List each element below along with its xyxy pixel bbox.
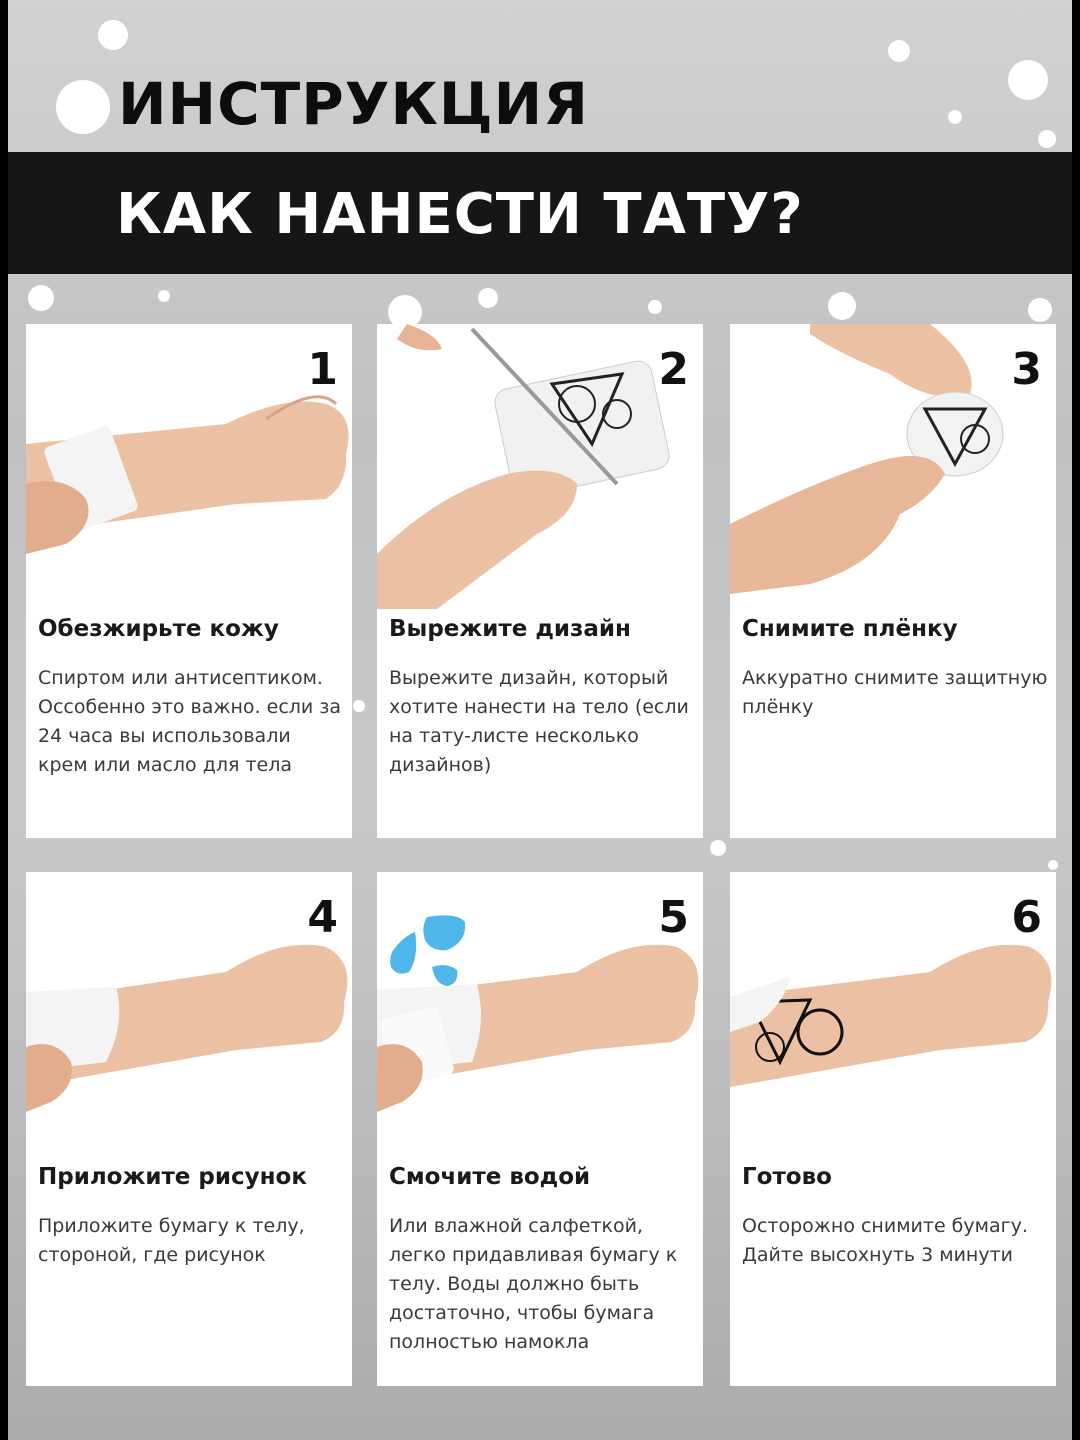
step-description: Аккуратно снимите защитную плёнку (742, 667, 1048, 718)
step-card-4 (26, 872, 352, 1386)
step-title: Вырежите дизайн (389, 616, 631, 642)
step-number: 3 (1011, 344, 1042, 395)
step-photo-done (730, 872, 1056, 1157)
step-description: Приложите бумагу к телу, стороной, где рисунок (38, 1215, 305, 1266)
instruction-poster (8, 0, 1072, 1440)
step-number: 4 (307, 892, 338, 943)
step-number: 5 (658, 892, 689, 943)
step-photo-apply (26, 872, 352, 1157)
step-title: Готово (742, 1164, 832, 1190)
step-title: Приложите рисунок (38, 1164, 307, 1190)
step-photo-cut (377, 324, 703, 609)
step-description: Или влажной салфеткой, легко придавливая бумагу к телу. Воды должно быть достаточно, чтобы бумага полностью намокла (389, 1215, 678, 1353)
page-title: ИНСТРУКЦИЯ (118, 70, 589, 138)
step-description: Спиртом или антисептиком. Осcобенно это важно. если за 24 часа вы использовали крем или масло для тела (38, 667, 342, 776)
step-description: Осторожно снимите бумагу. Дайте высохнуть 3 минути (742, 1215, 1028, 1266)
step-card-3 (730, 324, 1056, 838)
step-number: 2 (658, 344, 689, 395)
step-title: Снимите плёнку (742, 616, 958, 642)
step-photo-degrease (26, 324, 352, 609)
water-drops-icon (387, 912, 467, 992)
step-photo-peel (730, 324, 1056, 609)
step-description: Вырежите дизайн, который хотите нанести на тело (если на тату-листе несколько дизайнов) (389, 667, 689, 776)
title-bullet (56, 80, 110, 134)
step-number: 6 (1011, 892, 1042, 943)
step-card-2 (377, 324, 703, 838)
step-title: Смочите водой (389, 1164, 591, 1190)
step-card-6 (730, 872, 1056, 1386)
page-subtitle: КАК НАНЕСТИ ТАТУ? (116, 182, 804, 247)
step-card-1 (26, 324, 352, 838)
step-title: Обезжирьте кожу (38, 616, 279, 642)
step-number: 1 (307, 344, 338, 395)
subtitle-banner (8, 152, 1072, 274)
step-card-5 (377, 872, 703, 1386)
